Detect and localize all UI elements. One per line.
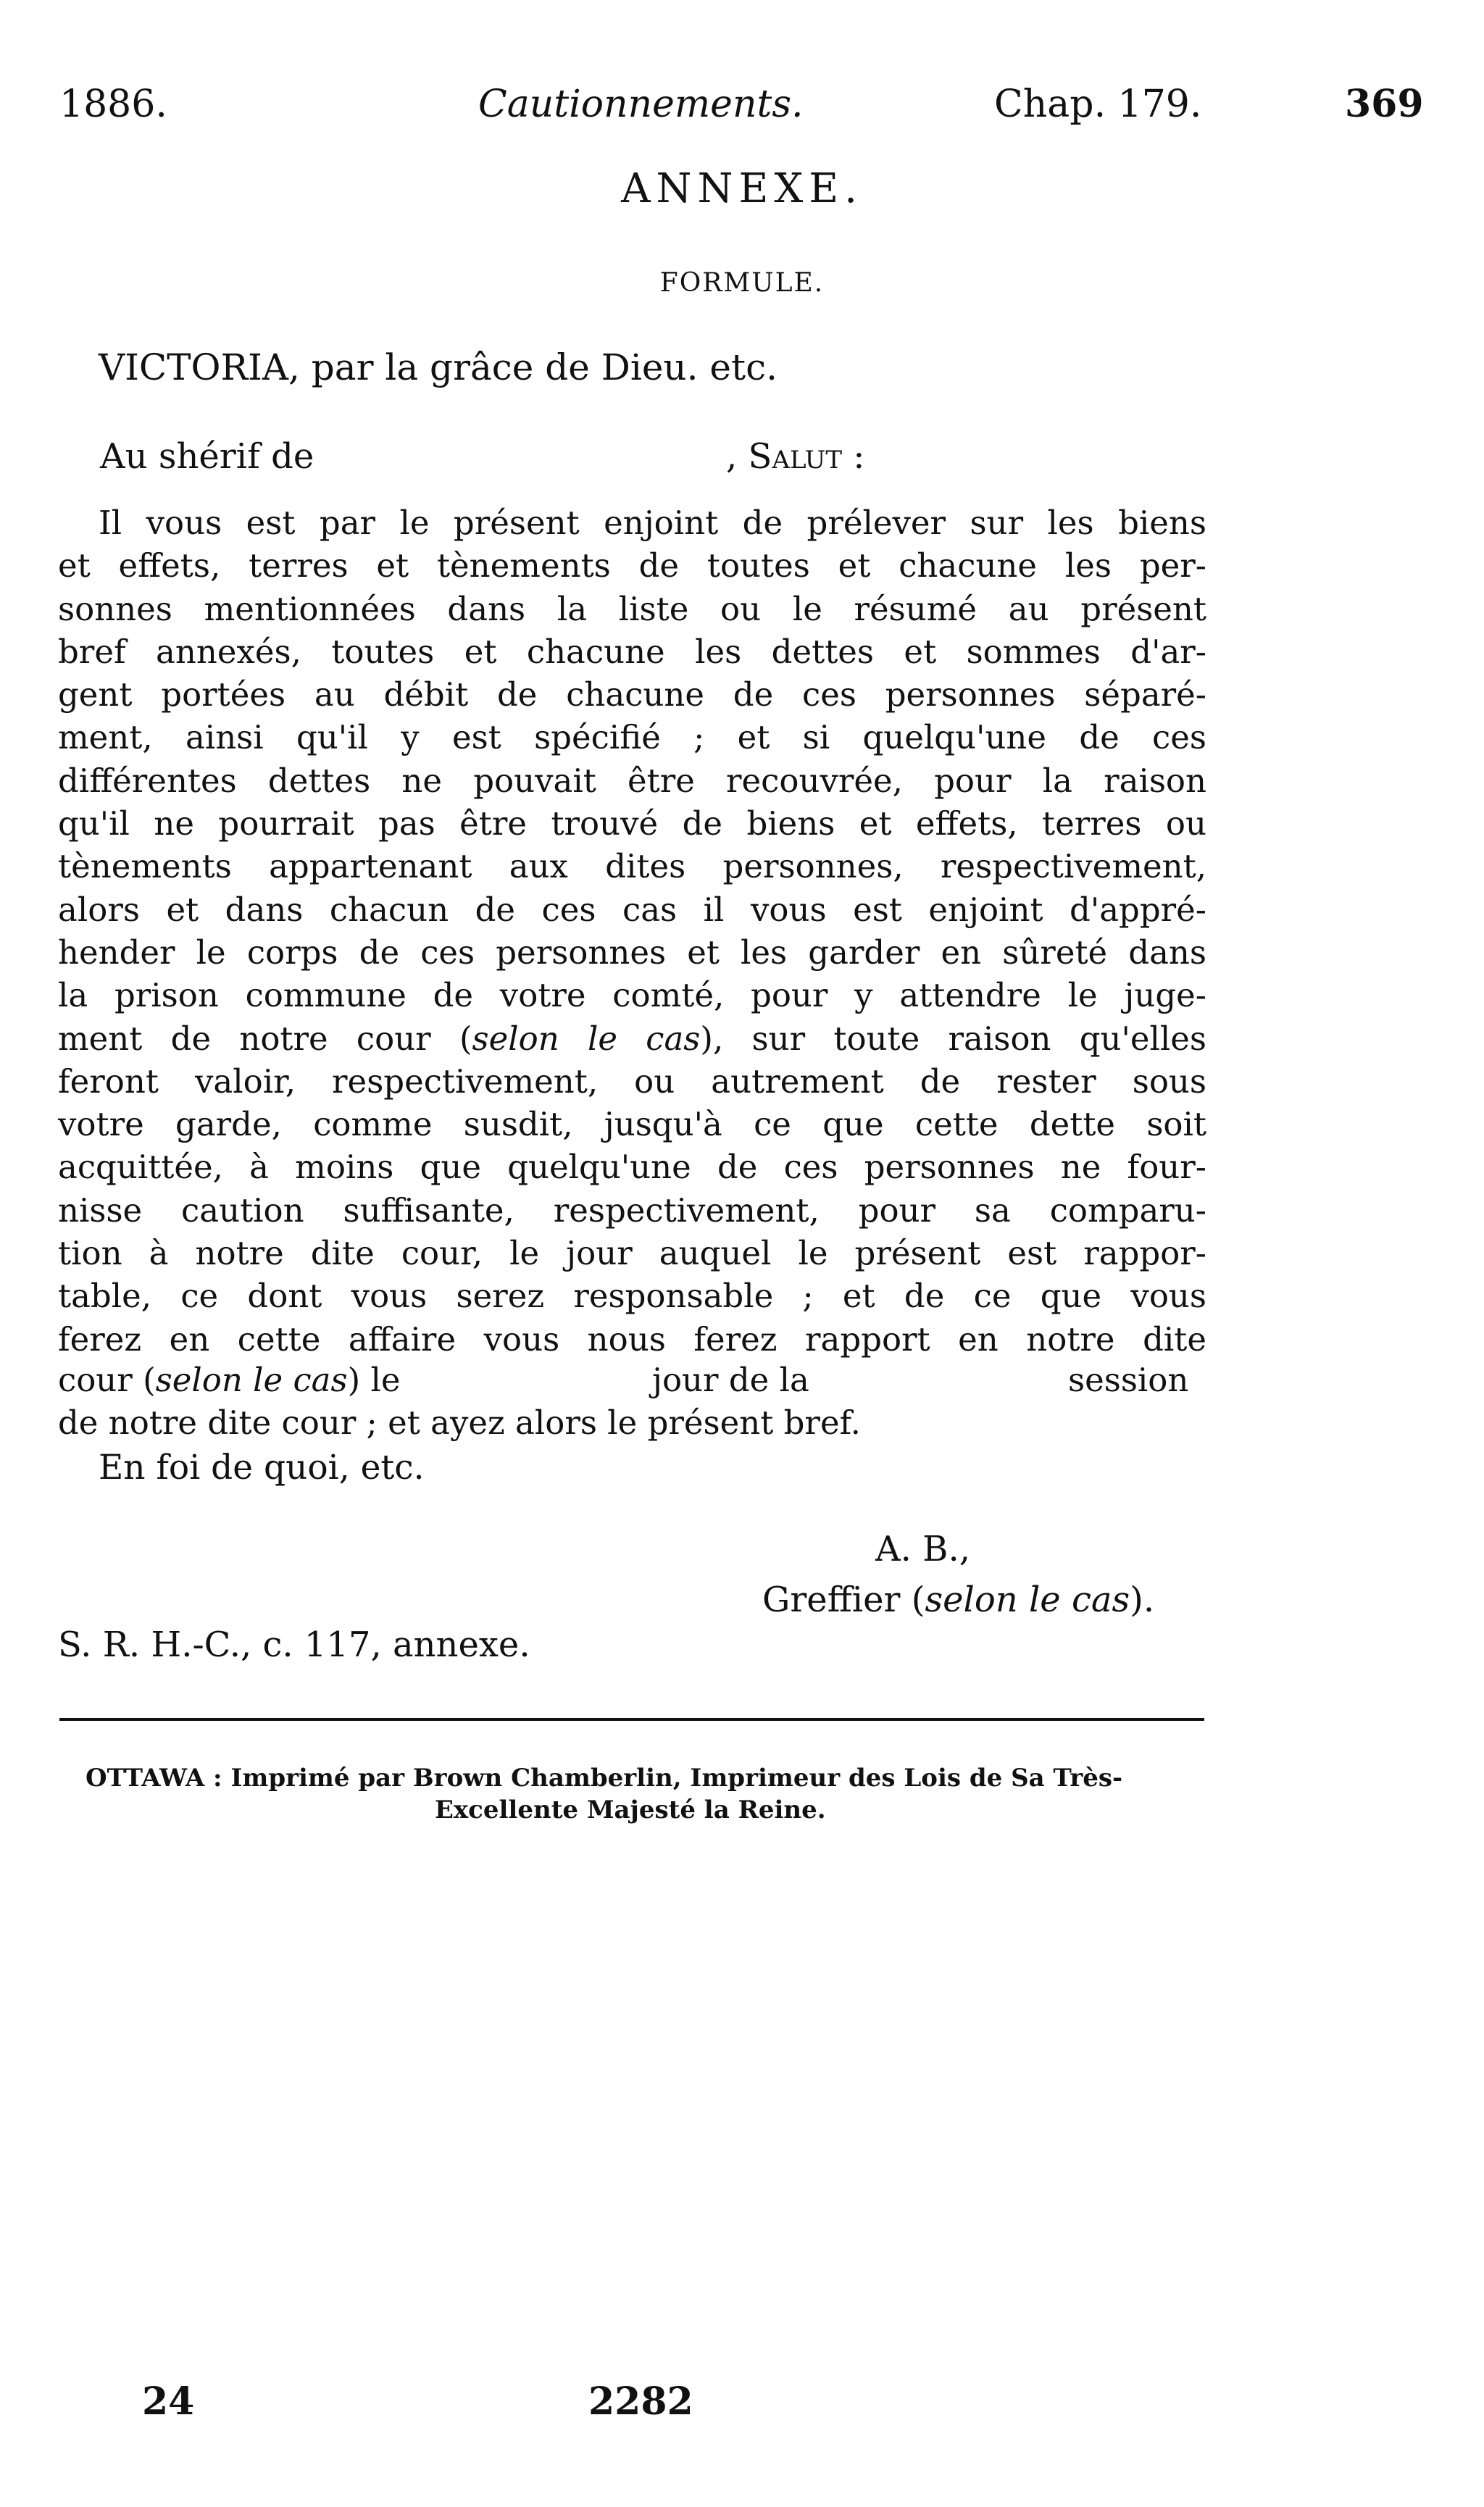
body-line: gent portées au débit de chacune de ces personnes séparé- xyxy=(58,675,1206,714)
writ-body xyxy=(58,501,1206,1361)
blank-line-part1: cour (selon le cas) le xyxy=(58,1361,401,1399)
body-line: la prison commune de votre comté, pour y attendre le juge- xyxy=(58,976,1206,1015)
body-line: ment de notre cour (selon le cas), sur toute raison qu'elles xyxy=(58,1019,1206,1058)
statute-citation: S. R. H.-C., c. 117, annexe. xyxy=(58,1624,530,1665)
body-line: votre garde, comme susdit, jusqu'à ce que cette dette soit xyxy=(58,1105,1206,1144)
salutation-salut: , Salut : xyxy=(726,436,865,477)
body-line: bref annexés, toutes et chacune les dettes et sommes d'ar- xyxy=(58,632,1206,671)
body-line: Il vous est par le présent enjoint de prélever sur les biens xyxy=(99,504,1206,542)
imprint-line1: OTTAWA : Imprimé par Brown Chamberlin, Imprimeur des Lois de Sa Très- xyxy=(86,1764,1123,1793)
footer-page-code: 2282 xyxy=(588,2379,693,2424)
annex-title: ANNEXE. xyxy=(621,165,863,212)
blank-line-part2: jour de la xyxy=(652,1361,809,1399)
body-line: tènements appartenant aux dites personnes, respectivement, xyxy=(58,847,1206,886)
body-line: nisse caution suffisante, respectivement, pour sa comparu- xyxy=(58,1190,1206,1230)
header-year: 1886. xyxy=(59,83,167,126)
body-line: feront valoir, respectivement, ou autrement de rester sous xyxy=(58,1061,1206,1101)
signature-role: Greffier (selon le cas). xyxy=(762,1580,1155,1620)
salutation-sheriff: Au shérif de xyxy=(100,436,314,477)
body-line: différentes dettes ne pouvait être recouvrée, pour la raison xyxy=(58,761,1206,800)
running-title: Cautionnements. xyxy=(478,83,804,126)
form-subtitle: FORMULE. xyxy=(659,268,825,298)
body-line: acquittée, à moins que quelqu'une de ces personnes ne four- xyxy=(58,1148,1206,1187)
body-line: ferez en cette affaire vous nous ferez rapport en notre dite xyxy=(58,1319,1206,1359)
body-line: et effets, terres et tènements de toutes et chacune les per- xyxy=(58,546,1206,585)
chapter-number: Chap. 179. xyxy=(994,83,1202,126)
body-line: ment, ainsi qu'il y est spécifié ; et si quelqu'une de ces xyxy=(58,718,1206,757)
body-line: sonnes mentionnées dans la liste ou le résumé au présent xyxy=(58,589,1206,628)
body-line: tion à notre dite cour, le jour auquel le présent est rappor- xyxy=(58,1234,1206,1273)
footer-signature-mark: 24 xyxy=(142,2379,195,2424)
body-line: qu'il ne pourrait pas être trouvé de biens et effets, terres ou xyxy=(58,804,1206,843)
page-number: 369 xyxy=(1345,82,1424,126)
body-line: hender le corps de ces personnes et les garder en sûreté dans xyxy=(58,933,1206,972)
body-line: table, ce dont vous serez responsable ; et de ce que vous xyxy=(58,1277,1206,1316)
body-last-line: de notre dite cour ; et ayez alors le présent bref. xyxy=(58,1403,861,1442)
signature-name: A. B., xyxy=(875,1529,970,1569)
blank-line-part3: session xyxy=(1068,1361,1189,1399)
imprint-line2: Excellente Majesté la Reine. xyxy=(435,1795,826,1824)
closing-formula: En foi de quoi, etc. xyxy=(99,1448,425,1488)
body-line: alors et dans chacun de ces cas il vous est enjoint d'appré- xyxy=(58,890,1206,929)
horizontal-rule xyxy=(59,1718,1204,1721)
salutation-victoria: VICTORIA, par la grâce de Dieu. etc. xyxy=(99,346,778,388)
